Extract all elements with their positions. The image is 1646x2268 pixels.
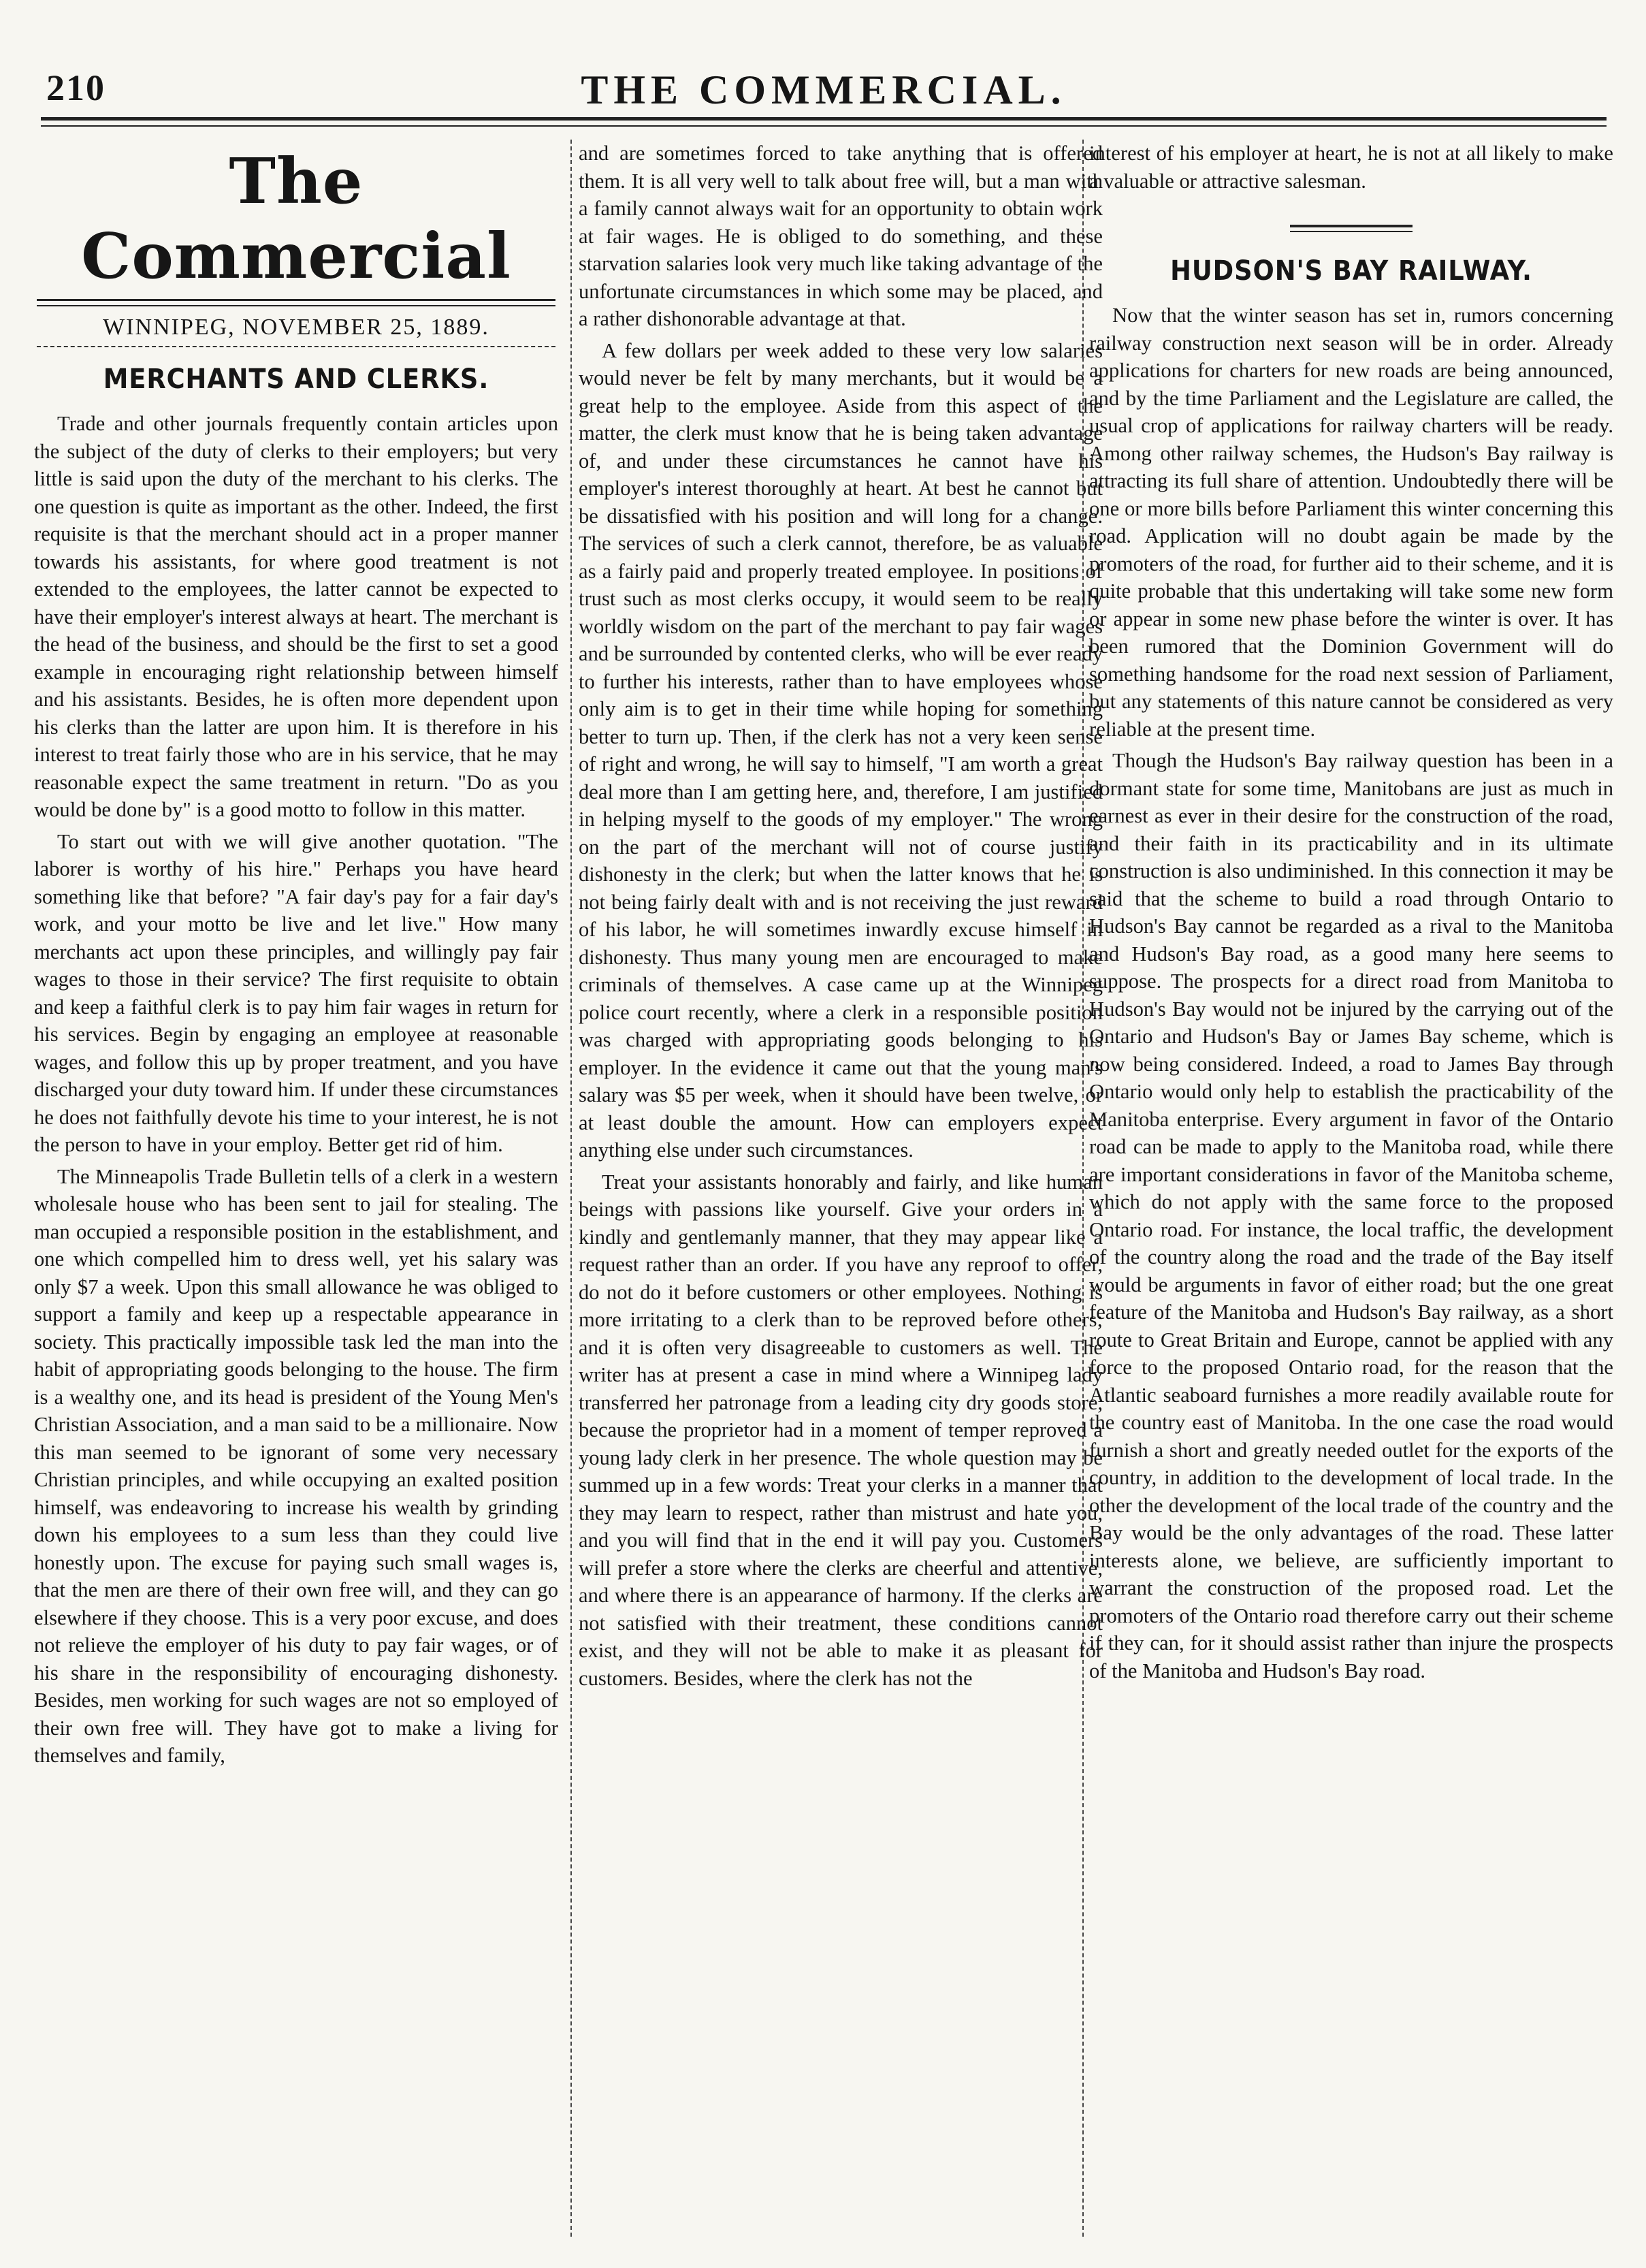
article-heading-hudsons-bay: HUDSON'S BAY RAILWAY.: [1170, 255, 1532, 287]
paragraph-continued: and are sometimes forced to take anything that is offered them. It is all very well to talk about free will, but a man with a family cannot always wait for an opportunity to obtain work at fair wages. He is obliged to do something, and these starvation salaries look very much like taking advantage of the unfortunate circumstances in which some may be placed, and a rather dishonorable advantage at that.: [579, 142, 1103, 330]
masthead-title: The Commercial: [81, 144, 511, 293]
column-2: [579, 140, 1103, 2237]
paragraph: The Minneapolis Trade Bulletin tells of a clerk in a western wholesale house who has been sent to jail for stealing. The man occupied a responsible position in the establishment, and one which compelled him to dress well, yet his salary was only $7 a week. Upon this small allowance he was obliged to support a family and keep up a respectable appearance in society. This practically impossible task led the man into the habit of appropriating goods belonging to the house. The firm is a wealthy one, and its head is president of the Young Men's Christian Association, and a man said to be a millionaire. Now this man seemed to be ignorant of some very necessary Christian principles, and while occupying an exalted position himself, was endeavoring to increase his wealth by grinding down his employees to a sum less than they could live honestly upon. The excuse for paying such small wages is, that the men are there of their own free will, and they can go elsewhere if they choose. This is a very poor excuse, and does not relieve the employer of his duty to pay fair wages, or of his share in the responsibility of encouraging dishonesty. Besides, men working for such wages are not so employed of their own free will. They have got to make a living for themselves and family,: [34, 1164, 558, 1767]
dateline-rule: [37, 346, 555, 347]
column-3: [1089, 140, 1613, 2237]
paragraph: Treat your assistants honorably and fairly, and like human beings with passions like yourself. Give your orders in a kindly and gentlemanly manner, that they may appear like a request rather than an order. If you have any reproof to offer, do not do it before customers or other employees. Nothing is more irritating to a clerk than to be reproved before others; and it is often very disagreeable to customers as well. The writer has at present a case in mind where a Winnipeg lady transferred her patronage from a leading city dry goods store, because the proprietor had in a moment of temper reproved a young lady clerk in her presence. The whole question may be summed up in a few words: Treat your clerks in a manner that they may learn to respect, rather than mistrust and hate you, and you will find that in the end it will pay you. Customers will prefer a store where the clerks are cheerful and attentive, and where there is an appearance of harmony. If the clerks are not satisfied with their treatment, these conditions cannot exist, and they will not be able to make it as pleasant for customers. Besides, where the clerk has not the: [579, 1170, 1103, 1690]
page-number: 210: [46, 67, 106, 108]
paragraph: Trade and other journals frequently contain articles upon the subject of the duty of clerks to their employers; but very little is said upon the duty of the merchant to his clerks. The one question is quite as important as the other. Indeed, the first requisite is that the merchant should act in a proper manner towards his assistants, for where good treatment is not extended to the employees, the latter cannot be expected to have their employer's interest always at heart. The merchant is the head of the business, and should be the first to set a good example in encouraging right relationship between himself and his assistants. Besides, he is often more dependent upon his clerks than the latter are upon him. It is therefore in his interest to treat fairly those who are in his service, that he may reasonable expect the same treatment in return. "Do as you would be done by" is a good motto to follow in this matter.: [34, 412, 558, 821]
paper-name: THE COMMERCIAL.: [581, 67, 1067, 112]
header-rule-thin: [41, 125, 1607, 127]
column-divider: [570, 140, 572, 2237]
article-separator: [1290, 225, 1413, 232]
article-heading-merchants: MERCHANTS AND CLERKS.: [103, 364, 489, 395]
column-1: [34, 140, 558, 2237]
dateline: WINNIPEG, NOVEMBER 25, 1889.: [103, 315, 489, 340]
paragraph: Now that the winter season has set in, rumors concerning railway construction next season will be in order. Already applications for charters for new roads are being announced, and by the time Parliament and the Legislature are called, the usual crop of applications for railway charters will be ready. Among other railway schemes, the Hudson's Bay railway is attracting its full share of attention. Undoubtedly there will be one or more bills before Parliament this winter concerning this road. Application will no doubt again be made by the promoters of the road, for further aid to their scheme, and it is quite probable that this undertaking will take some new form or appear in some new phase before the winter is over. It has been rumored that the Dominion Government will do something handsome for the road next session of Parliament, but any statements of this nature cannot be considered as very reliable at the present time.: [1089, 304, 1613, 741]
paragraph-continued: interest of his employer at heart, he is not at all likely to make a valuable or attractive salesman.: [1089, 142, 1613, 193]
paragraph: A few dollars per week added to these very low salaries would never be felt by many merchants, but it would be a great help to the employee. Aside from this aspect of the matter, the clerk must know that he is being taken advantage of, and under these circumstances he cannot have his employer's interest thoroughly at heart. At best he cannot but be dissatisfied with his position and will long for a change. The services of such a clerk cannot, therefore, be as valuable as a fairly paid and properly treated employee. In positions of trust such as most clerks occupy, it would seem to be really worldly wisdom on the part of the merchant to pay fair wages and be surrounded by contented clerks, who will be ever ready to further his interests, rather than to have employees whose only aim is to get in their time while hoping for something better to turn up. Then, if the clerk has not a very keen sense of right and wrong, he will say to himself, "I am worth a great deal more than I am getting here, and, therefore, I am justified in helping myself to the goods of my employer." The wrong on the part of the merchant will not of course justify dishonesty in the clerk; but when the latter knows that he is not being fairly dealt with and is not receiving the just reward of his labor, he will sometimes inwardly excuse himself in dishonesty. Thus many young men are encouraged to make criminals of themselves. A case came up at the Winnipeg police court recently, where a clerk in a responsible position was charged with appropriating goods belonging to his employer. In the evidence it came out that the young man's salary was $5 per week, when it should have been twelve, or at least double the amount. How can employers expect anything else under such circumstances.: [579, 338, 1103, 1162]
header-rule: [41, 117, 1607, 121]
paragraph: To start out with we will give another quotation. "The laborer is worthy of his hire." Perhaps you have heard something like that before? "A fair day's pay for a fair day's work, and your motto be live and let live." How many merchants act upon these principles, and willingly pay fair wages to those in their service? The first requisite to obtain and keep a faithful clerk is to pay him fair wages in return for his services. Begin by engaging an employee at reasonable wages, and follow this up by proper treatment, and you have discharged your duty toward him. If under these circumstances he does not faithfully devote his time to your interest, he is not the person to have in your employ. Better get rid of him.: [34, 829, 558, 1156]
masthead-rule: [37, 299, 555, 306]
paragraph: Though the Hudson's Bay railway question has been in a dormant state for some time, Manitobans are just as much in earnest as ever in their desire for the construction of the road, and their faith in its practicability and in its ultimate construction is also undiminished. In this connection it may be said that the scheme to build a road through Ontario to Hudson's Bay cannot be regarded as a rival to the Manitoba and Hudson's Bay road, as a good many here seems to suppose. The prospects for a direct road from Manitoba to Hudson's Bay would not be injured by the carrying out of the Ontario and Hudson's Bay or James Bay scheme, which is now being considered. Indeed, a road to James Bay through Ontario would only help to establish the practicability of the Manitoba enterprise. Every argument in favor of the Ontario road can be made to apply to the Manitoba road, while there are important considerations in favor of the Manitoba scheme, which do not apply with the same force to the proposed Ontario road. For instance, the local traffic, the development of the country along the road and the trade of the Bay itself would be arguments in favor of either road; but the one great feature of the Manitoba and Hudson's Bay railway, as a short route to Great Britain and Europe, cannot be applied with any force to the proposed Ontario road, for the reason that the Atlantic seaboard furnishes a more readily available route for the country east of Manitoba. In the one case the road would furnish a short and greatly needed outlet for the exports of the country, in addition to the development of local trade. In the other the development of the local trade of the country and the Bay would be the only advantages of the road. These latter interests alone, we believe, are sufficiently important to warrant the construction of the proposed road. Let the promoters of the Ontario road therefore carry out their scheme if they can, for it should assist rather than injure the prospects of the Manitoba and Hudson's Bay road.: [1089, 749, 1613, 1682]
